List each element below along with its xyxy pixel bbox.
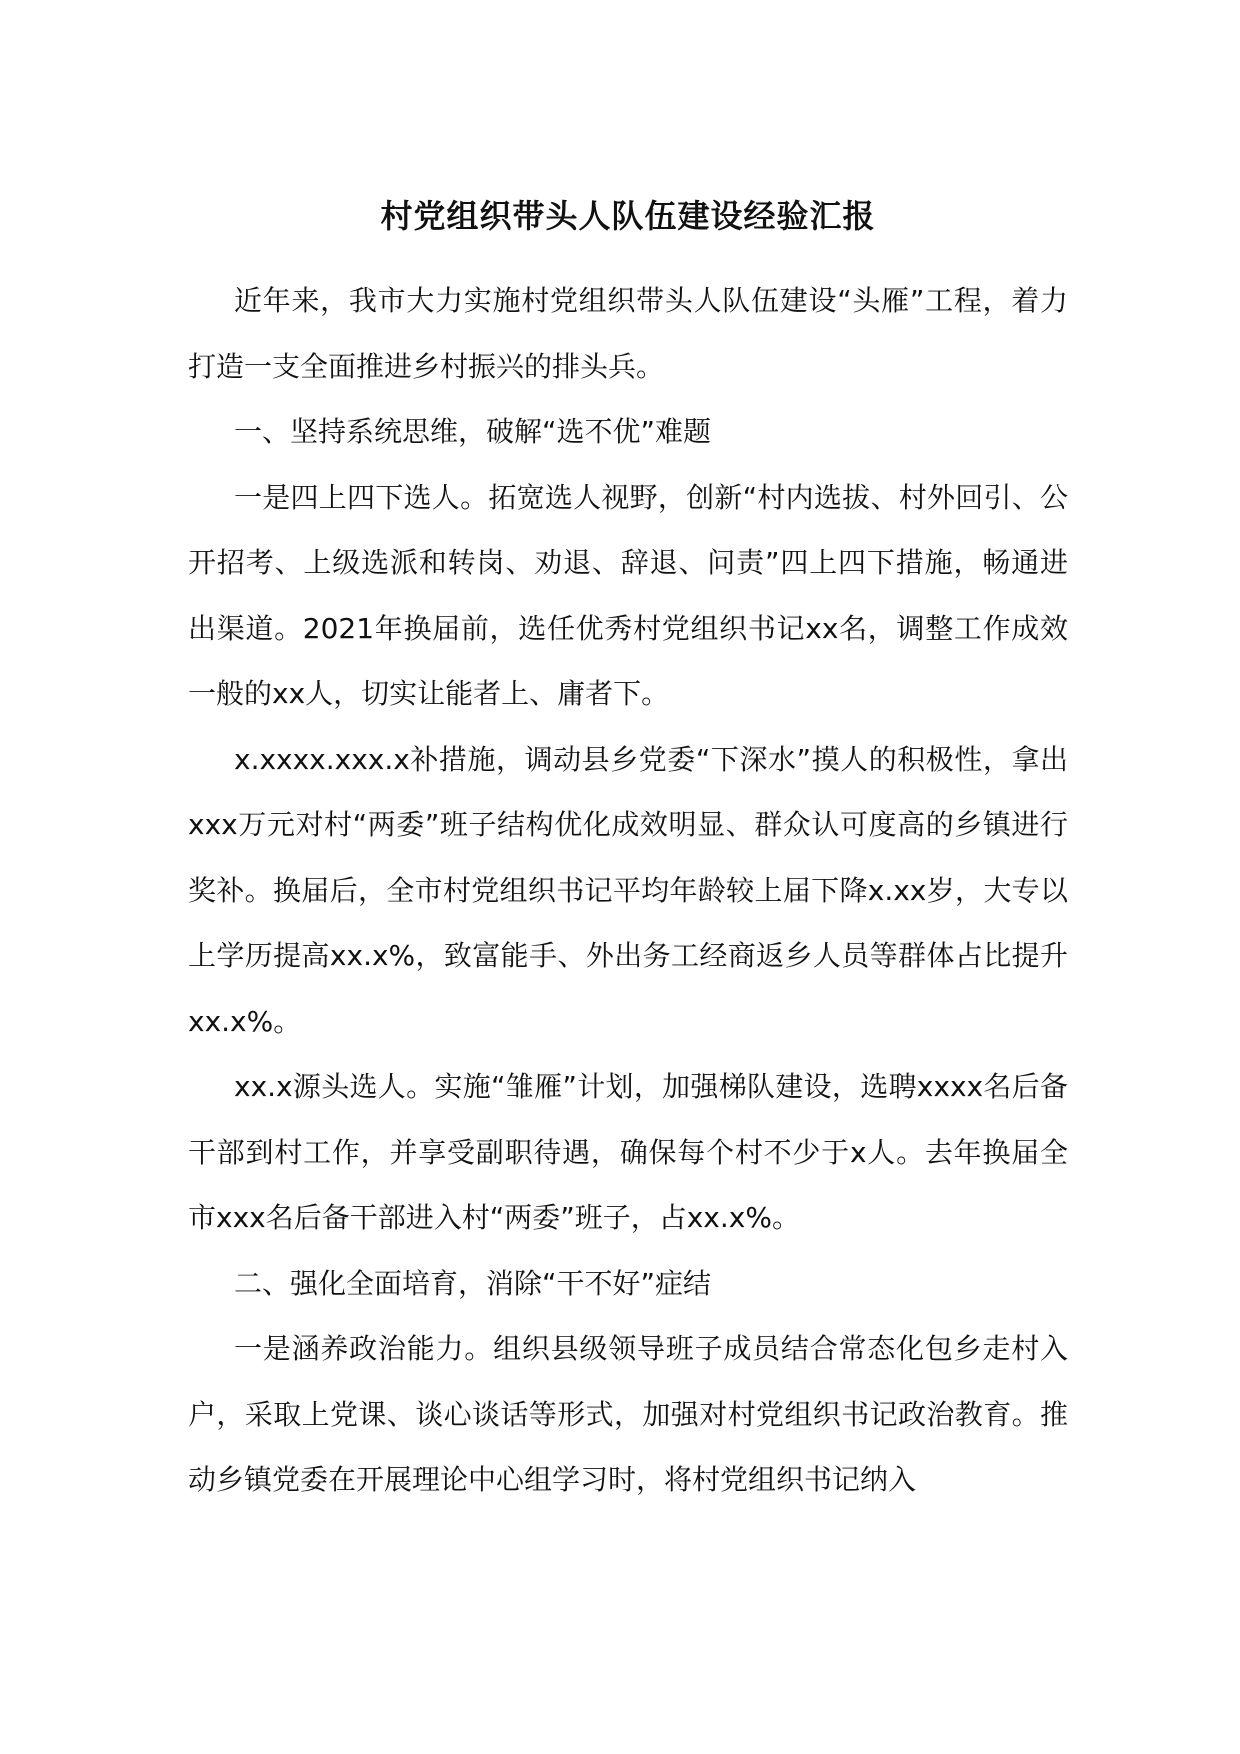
document-title: 村党组织带头人队伍建设经验汇报 bbox=[380, 197, 876, 235]
document-page bbox=[188, 190, 1068, 1513]
paragraph-selection-3: xx.x源头选人。实施“雏雁”计划，加强梯队建设，选聘xxxx名后备干部到村工作，并享受副职待遇，确保每个村不少于x人。去年换届全市xxx名后备干部进入村“两委”班子，占xx.x%。 bbox=[188, 1070, 1068, 1234]
paragraph-selection-2: x.xxxx.xxx.x补措施，调动县乡党委“下深水”摸人的积极性，拿出xxx万元对村“两委”班子结构优化成效明显、群众认可度高的乡镇进行奖补。换届后，全市村党组织书记平均年龄较上届下降x.xx岁，大专以上学历提高xx.x%，致富能手、外出务工经商返乡人员等群体占比提升xx.x%。 bbox=[188, 742, 1068, 1038]
paragraph-training-1: 一是涵养政治能力。组织县级领导班子成员结合常态化包乡走村入户，采取上党课、谈心谈话等形式，加强对村党组织书记政治教育。推动乡镇党委在开展理论中心组学习时，将村党组织书记纳入 bbox=[188, 1332, 1068, 1496]
section-heading-1: 一、坚持系统思维，破解“选不优”难题 bbox=[234, 415, 712, 448]
section-heading-2: 二、强化全面培育，消除“干不好”症结 bbox=[234, 1266, 712, 1300]
paragraph-intro: 近年来，我市大力实施村党组织带头人队伍建设“头雁”工程，着力打造一支全面推进乡村振兴的排头兵。 bbox=[188, 284, 1068, 383]
document-body bbox=[188, 268, 1068, 1513]
paragraph-selection-1: 一是四上四下选人。拓宽选人视野，创新“村内选拔、村外回引、公开招考、上级选派和转岗、劝退、辞退、问责”四上四下措施，畅通进出渠道。2021年换届前，选任优秀村党组织书记xx名，调整工作成效一般的xx人，切实让能者上、庸者下。 bbox=[188, 480, 1068, 710]
